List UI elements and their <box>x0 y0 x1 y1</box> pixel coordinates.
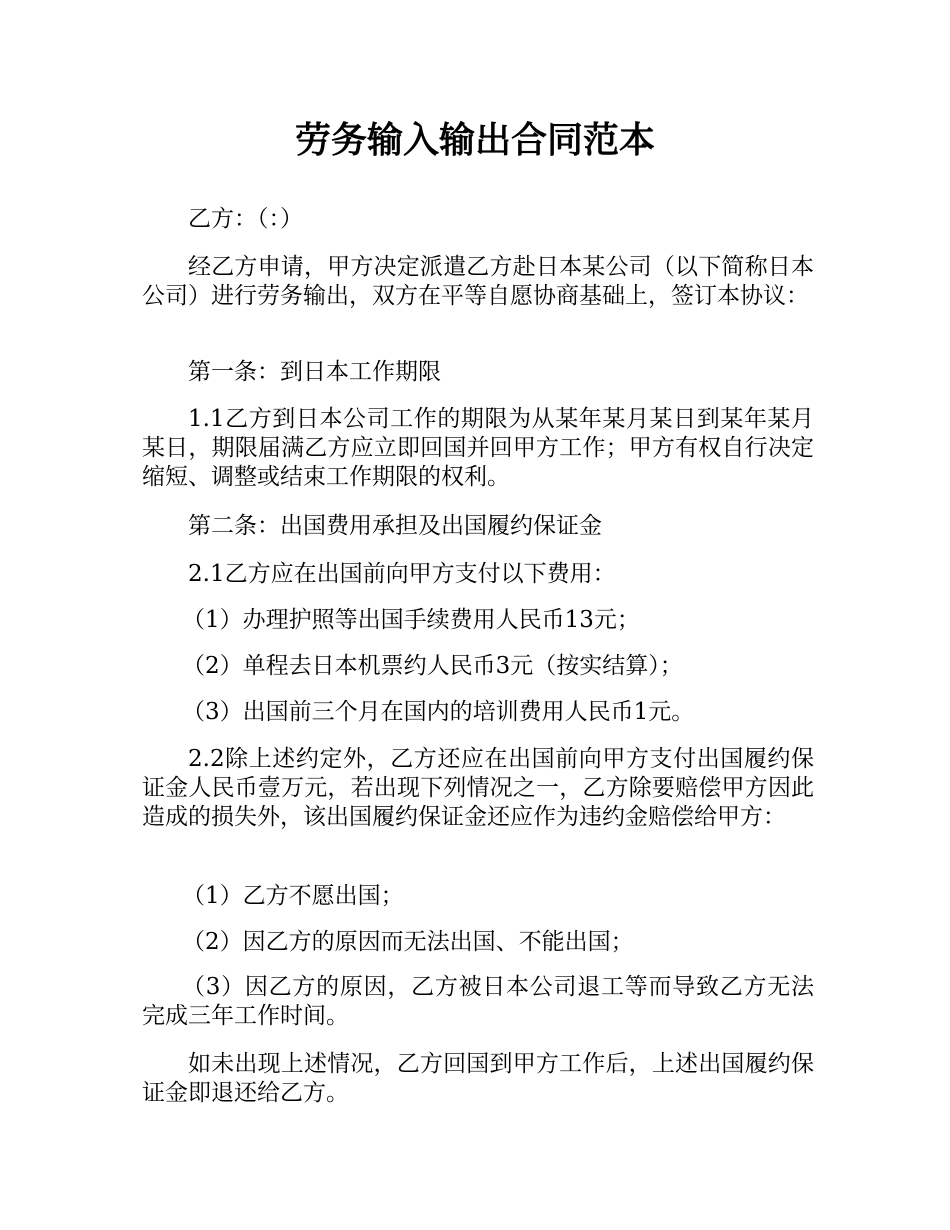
fee-item-1: （1）办理护照等出国手续费用人民币13元； <box>182 607 640 633</box>
clause-2-1: 2.1乙方应在出国前向甲方支付以下费用： <box>188 561 616 587</box>
refund-paragraph: 如未出现上述情况，乙方回国到甲方工作后，上述出国履约保证金即退还给乙方。 <box>142 1051 814 1106</box>
fee-item-3: （3）出国前三个月在国内的培训费用人民币1元。 <box>182 699 695 725</box>
breach-item-2: （2）因乙方的原因而无法出国、不能出国； <box>182 929 634 955</box>
clause-1-1: 1.1乙方到日本公司工作的期限为从某年某月某日到某年某月某日，期限届满乙方应立即回国并回甲方工作；甲方有权自行决定缩短、调整或结束工作期限的权利。 <box>142 406 814 490</box>
breach-item-1: （1）乙方不愿出国； <box>182 883 404 909</box>
fee-item-2: （2）单程去日本机票约人民币3元（按实结算）； <box>182 653 683 679</box>
clause-2-2: 2.2除上述约定外，乙方还应在出国前向甲方支付出国履约保证金人民币壹万元，若出现下列情况之一，乙方除要赔偿甲方因此造成的损失外，该出国履约保证金还应作为违约金赔偿给甲方： <box>142 746 814 830</box>
preamble-paragraph: 经乙方申请，甲方决定派遣乙方赴日本某公司（以下简称日本公司）进行劳务输出，双方在平等自愿协商基础上，签订本协议： <box>142 254 814 309</box>
article-1-heading: 第一条：到日本工作期限 <box>188 359 441 385</box>
breach-item-3: （3）因乙方的原因，乙方被日本公司退工等而导致乙方无法完成三年工作时间。 <box>142 974 814 1029</box>
document-title: 劳务输入输出合同范本 <box>294 120 655 161</box>
party-b-line: 乙方：（：） <box>188 206 303 232</box>
article-2-heading: 第二条：出国费用承担及出国履约保证金 <box>188 513 602 539</box>
